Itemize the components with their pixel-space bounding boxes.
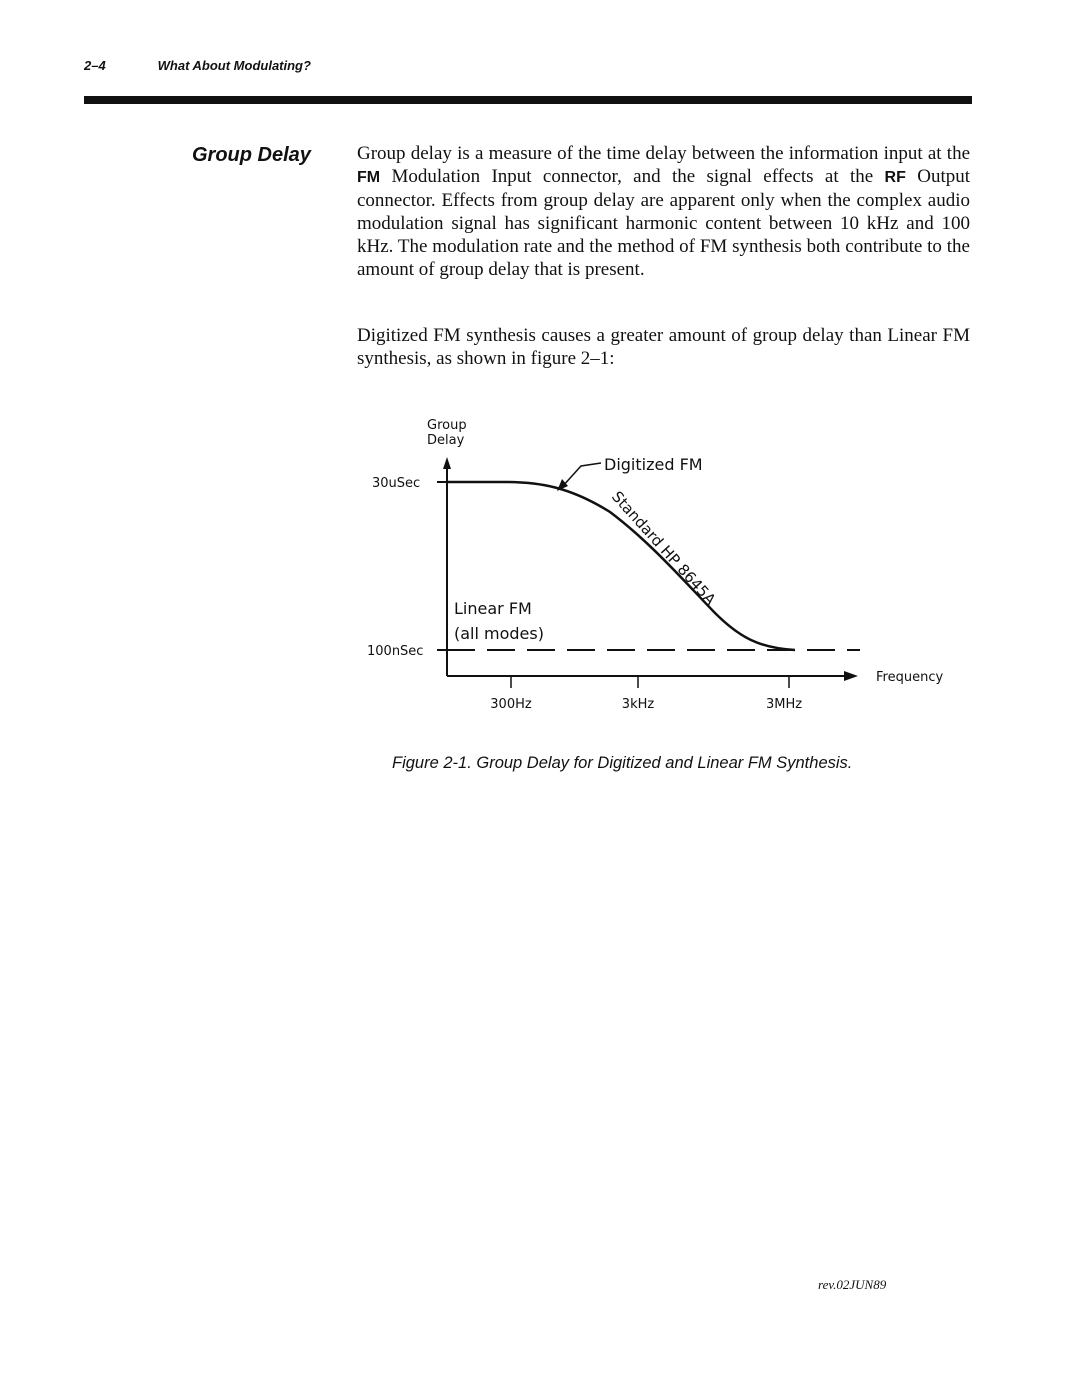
fm-keyword: FM xyxy=(357,169,381,186)
x-tick-label-3mhz: 3MHz xyxy=(765,697,803,712)
linear-fm-modes-label: (all modes) xyxy=(454,624,544,643)
p1-text-1: Group delay is a measure of the time delay between the information input at the xyxy=(357,143,970,164)
x-tick-label-3khz: 3kHz xyxy=(621,697,655,712)
ylabel-line2: Delay xyxy=(427,433,465,448)
standard-hp-annotation: Standard HP 8645A xyxy=(608,487,720,609)
y-tick-label-100nsec: 100nSec xyxy=(367,644,424,659)
y-axis-arrow xyxy=(443,457,451,469)
y-tick-label-30usec: 30uSec xyxy=(372,476,421,491)
ylabel-line1: Group xyxy=(427,418,467,433)
digitized-fm-label: Digitized FM xyxy=(604,455,703,474)
p1-text-2: Modulation Input connector, and the signal effects at the xyxy=(380,166,885,187)
x-tick-label-300hz: 300Hz xyxy=(490,697,532,712)
revision-note: rev.02JUN89 xyxy=(818,1277,887,1292)
p1-text-3: Output connector. Effects from group delay are apparent only when the complex audio modulation signal has significant harmonic content between 10 kHz and 100 kHz. The modulation rate and the method of FM synthesis both contribute to the amount of group delay that is present. xyxy=(357,166,971,280)
digitized-fm-leader xyxy=(562,463,601,487)
linear-fm-label: Linear FM xyxy=(454,599,532,618)
paragraph-2: Digitized FM synthesis causes a greater amount of group delay than Linear FM synthesis, as shown in figure 2–1: xyxy=(357,325,970,369)
page-number: 2–4 xyxy=(84,58,106,73)
chapter-title: What About Modulating? xyxy=(157,58,311,73)
x-axis-arrow xyxy=(844,671,858,681)
rf-keyword: RF xyxy=(884,169,906,186)
section-title: Group Delay xyxy=(192,144,311,166)
figure-caption: Figure 2-1. Group Delay for Digitized and Linear FM Synthesis. xyxy=(392,754,853,772)
xlabel: Frequency xyxy=(876,670,944,685)
